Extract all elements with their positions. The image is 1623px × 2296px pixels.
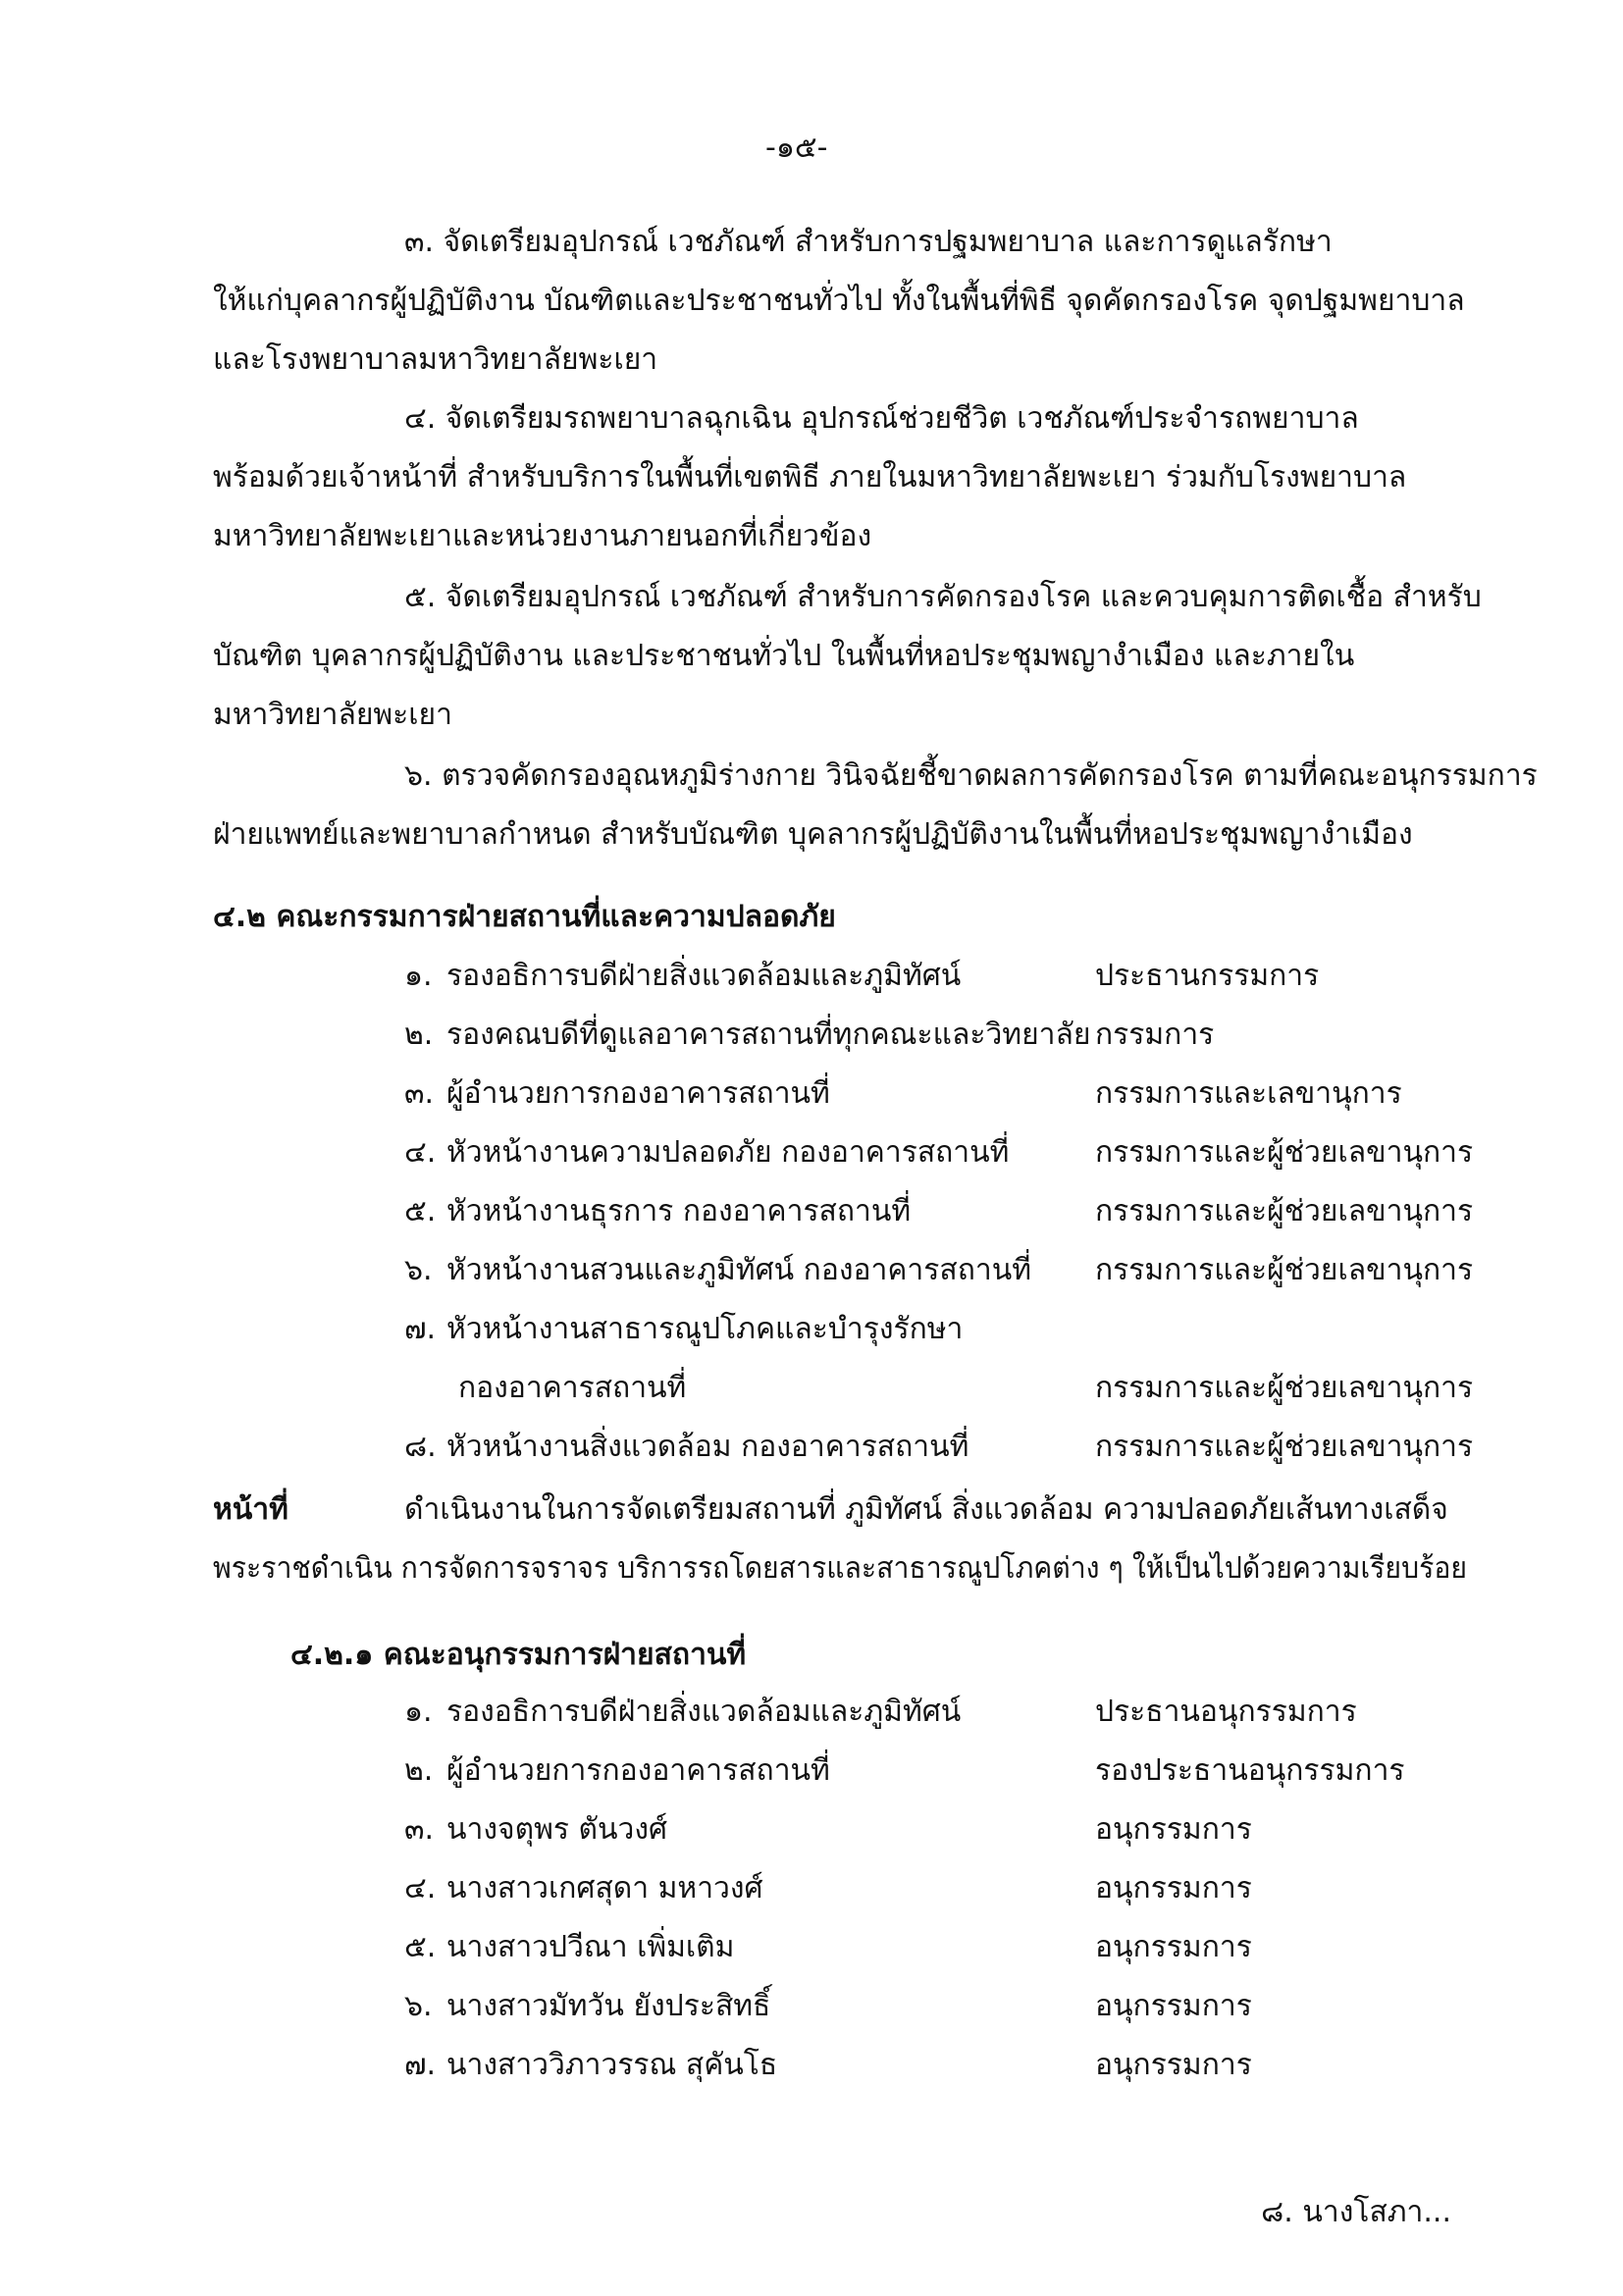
member-name: หัวหน้างานธุรการ กองอาคารสถานที่ <box>446 1194 912 1228</box>
paragraph-line: ฝ่ายแพทย์และพยาบาลกำหนด สำหรับบัณฑิต บุคลากรผู้ปฏิบัติงานในพื้นที่หอประชุมพญางำเมือง <box>213 817 1413 852</box>
paragraph-line: บัณฑิต บุคลากรผู้ปฏิบัติงาน และประชาชนทั่วไป ในพื้นที่หอประชุมพญางำเมือง และภายใน <box>213 639 1355 673</box>
member-role: กรรมการและผู้ช่วยเลขานุการ <box>1095 1194 1474 1228</box>
subsection-heading: ๔.๒.๑ คณะอนุกรรมการฝ่ายสถานที่ <box>290 1638 747 1672</box>
member-role: อนุกรรมการ <box>1095 1989 1252 2023</box>
member-name: ผู้อำนวยการกองอาคารสถานที่ <box>446 1753 830 1788</box>
page-number: -๑๕- <box>765 130 828 165</box>
member-name: นางสาวปวีณา เพิ่มเติม <box>446 1930 735 1964</box>
member-number: ๕. <box>404 1930 437 1964</box>
member-number: ๑. <box>404 959 433 993</box>
member-name: นางสาวเกศสุดา มหาวงศ์ <box>446 1871 763 1905</box>
member-name: หัวหน้างานสาธารณูปโภคและบำรุงรักษา <box>446 1312 964 1346</box>
paragraph-line: ๓. จัดเตรียมอุปกรณ์ เวชภัณฑ์ สำหรับการปฐมพยาบาล และการดูแลรักษา <box>404 225 1333 259</box>
member-number: ๓. <box>404 1812 435 1847</box>
member-name: นางสาววิภาวรรณ สุคันโธ <box>446 2048 778 2082</box>
member-number: ๖. <box>404 1989 433 2023</box>
member-number: ๖. <box>404 1253 433 1287</box>
member-name: หัวหน้างานความปลอดภัย กองอาคารสถานที่ <box>446 1135 1010 1170</box>
member-role: กรรมการ <box>1095 1018 1215 1052</box>
member-name: ผู้อำนวยการกองอาคารสถานที่ <box>446 1076 830 1111</box>
member-number: ๕. <box>404 1194 437 1228</box>
member-name: นางจตุพร ตันวงศ์ <box>446 1812 668 1847</box>
member-number: ๘. <box>404 1430 437 1464</box>
member-role: กรรมการและผู้ช่วยเลขานุการ <box>1095 1253 1474 1287</box>
paragraph-line: ให้แก่บุคลากรผู้ปฏิบัติงาน บัณฑิตและประชาชนทั่วไป ทั้งในพื้นที่พิธี จุดคัดกรองโรค จุดปฐมพยาบาล <box>213 284 1465 318</box>
member-number: ๓. <box>404 1076 435 1111</box>
continuation-note: ๘. นางโสภา... <box>1261 2195 1451 2229</box>
member-number: ๗. <box>404 1312 437 1346</box>
member-role: ประธานอนุกรรมการ <box>1095 1695 1357 1729</box>
member-number: ๒. <box>404 1753 434 1788</box>
paragraph-line: ๖. ตรวจคัดกรองอุณหภูมิร่างกาย วินิจฉัยชี้ขาดผลการคัดกรองโรค ตามที่คณะอนุกรรมการ <box>404 758 1538 793</box>
paragraph-line: และโรงพยาบาลมหาวิทยาลัยพะเยา <box>213 342 658 377</box>
member-name: รองอธิการบดีฝ่ายสิ่งแวดล้อมและภูมิทัศน์ <box>446 1695 962 1729</box>
member-role: อนุกรรมการ <box>1095 1812 1252 1847</box>
section-heading: ๔.๒ คณะกรรมการฝ่ายสถานที่และความปลอดภัย <box>213 900 836 934</box>
member-role: อนุกรรมการ <box>1095 1930 1252 1964</box>
paragraph-line: พร้อมด้วยเจ้าหน้าที่ สำหรับบริการในพื้นที่เขตพิธี ภายในมหาวิทยาลัยพะเยา ร่วมกับโรงพยาบาล <box>213 460 1407 495</box>
member-name: รองคณบดีที่ดูแลอาคารสถานที่ทุกคณะและวิทยาลัย <box>446 1018 1091 1052</box>
duty-text: พระราชดำเนิน การจัดการจราจร บริการรถโดยสารและสาธารณูปโภคต่าง ๆ ให้เป็นไปด้วยความเรียบร้อย <box>213 1551 1468 1586</box>
member-name-continuation: กองอาคารสถานที่ <box>458 1371 687 1405</box>
member-name: หัวหน้างานสวนและภูมิทัศน์ กองอาคารสถานที่ <box>446 1253 1031 1287</box>
member-name: หัวหน้างานสิ่งแวดล้อม กองอาคารสถานที่ <box>446 1430 969 1464</box>
member-role: รองประธานอนุกรรมการ <box>1095 1753 1405 1788</box>
member-number: ๑. <box>404 1695 433 1729</box>
paragraph-line: มหาวิทยาลัยพะเยาและหน่วยงานภายนอกที่เกี่ยวข้อง <box>213 519 872 553</box>
paragraph-line: มหาวิทยาลัยพะเยา <box>213 698 452 732</box>
member-number: ๗. <box>404 2048 437 2082</box>
member-role: อนุกรรมการ <box>1095 1871 1252 1905</box>
member-number: ๔. <box>404 1871 437 1905</box>
member-name: รองอธิการบดีฝ่ายสิ่งแวดล้อมและภูมิทัศน์ <box>446 959 962 993</box>
paragraph-line: ๔. จัดเตรียมรถพยาบาลฉุกเฉิน อุปกรณ์ช่วยชีวิต เวชภัณฑ์ประจำรถพยาบาล <box>404 401 1359 436</box>
member-role: กรรมการและผู้ช่วยเลขานุการ <box>1095 1135 1474 1170</box>
duty-text: ดำเนินงานในการจัดเตรียมสถานที่ ภูมิทัศน์ สิ่งแวดล้อม ความปลอดภัยเส้นทางเสด็จ <box>404 1492 1448 1527</box>
duty-label: หน้าที่ <box>213 1492 288 1527</box>
member-role: อนุกรรมการ <box>1095 2048 1252 2082</box>
member-role: กรรมการและผู้ช่วยเลขานุการ <box>1095 1371 1474 1405</box>
paragraph-line: ๕. จัดเตรียมอุปกรณ์ เวชภัณฑ์ สำหรับการคัดกรองโรค และควบคุมการติดเชื้อ สำหรับ <box>404 580 1482 614</box>
member-role: กรรมการและเลขานุการ <box>1095 1076 1402 1111</box>
member-role: กรรมการและผู้ช่วยเลขานุการ <box>1095 1430 1474 1464</box>
member-name: นางสาวมัทวัน ยังประสิทธิ์ <box>446 1989 771 2023</box>
member-role: ประธานกรรมการ <box>1095 959 1320 993</box>
member-number: ๔. <box>404 1135 437 1170</box>
member-number: ๒. <box>404 1018 434 1052</box>
